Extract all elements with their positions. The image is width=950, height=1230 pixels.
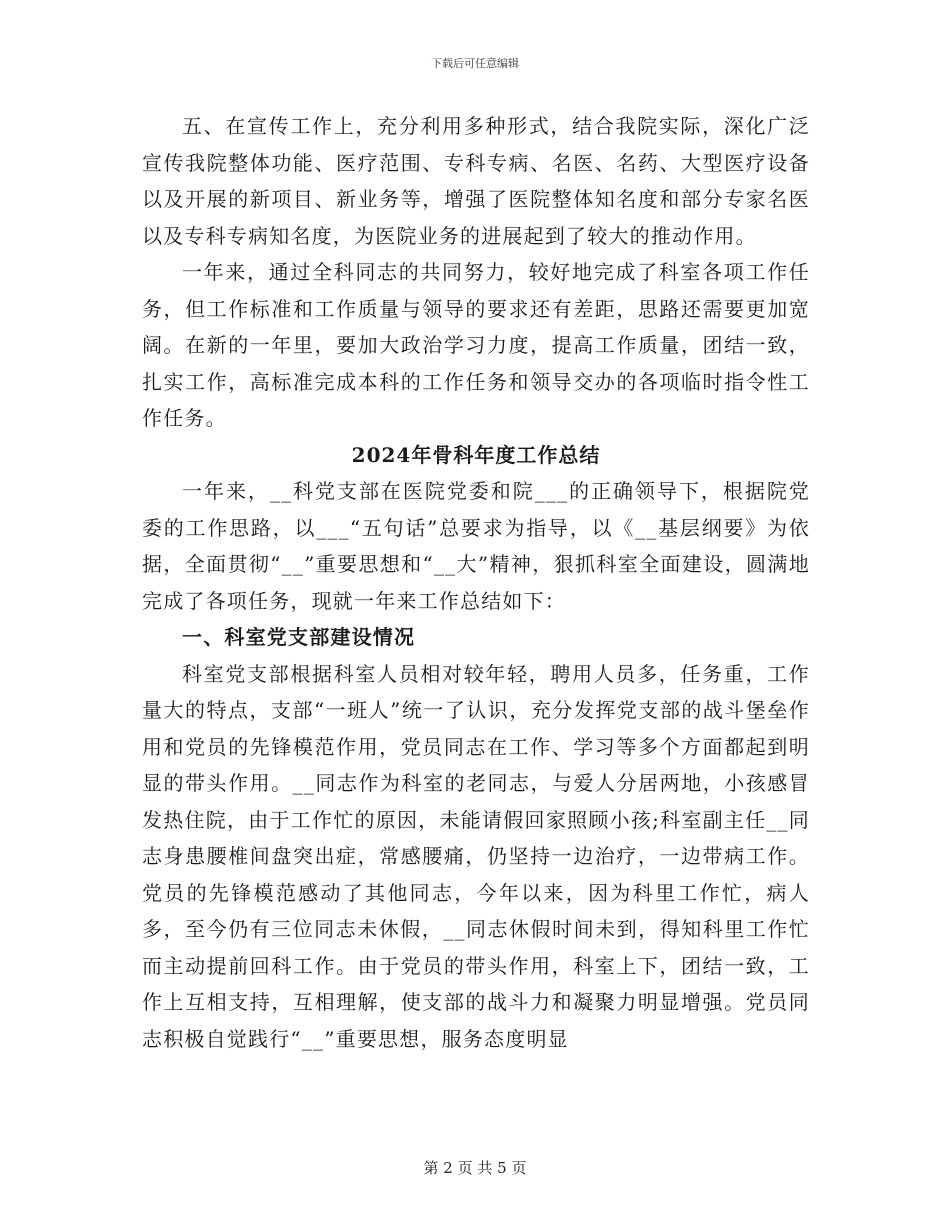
section-heading-party-branch: 一、科室党支部建设情况 <box>182 625 416 649</box>
paragraph-intro: 一年来，__科党支部在医院党委和院___的正确领导下，根据院党委的工作思路，以___“五句话”总要求为指导，以《__基层纲要》为依据，全面贯彻“__”重要思想和“__大”精神，狠抓科室全面建设，圆满地完成了各项任务，现就一年来工作总结如下： <box>142 479 810 613</box>
paragraph-year-summary: 一年来，通过全科同志的共同努力，较好地完成了科室各项工作任务，但工作标准和工作质量与领导的要求还有差距，思路还需要更加宽阔。在新的一年里，要加大政治学习力度，提高工作质量，团结一致，扎实工作，高标准完成本科的工作任务和领导交办的各项临时指令性工作任务。 <box>142 260 810 430</box>
paragraph-party-branch: 科室党支部根据科室人员相对较年轻，聘用人员多，任务重，工作量大的特点，支部“一班人”统一了认识，充分发挥党支部的战斗堡垒作用和党员的先锋模范作用，党员同志在工作、学习等多个方面都起到明显的带头作用。__同志作为科室的老同志，与爱人分居两地，小孩感冒发热住院，由于工作忙的原因，未能请假回家照顾小孩;科室副主任__同志身患腰椎间盘突出症，常感腰痛，仍坚持一边治疗，一边带病工作。党员的先锋模范感动了其他同志，今年以来，因为科里工作忙，病人多，至今仍有三位同志未休假，__同志休假时间未到，得知科里工作忙而主动提前回科工作。由于党员的带头作用，科室上下，团结一致，工作上互相支持，互相理解，使支部的战斗力和凝聚力明显增强。党员同志积极自觉践行“__”重要思想，服务态度明显 <box>142 661 810 1051</box>
document-body <box>142 108 810 1057</box>
document-title: 2024年骨科年度工作总结 <box>351 442 601 467</box>
header-note: 下载后可任意编辑 <box>431 57 519 70</box>
page-number: 第 2 页 共 5 页 <box>423 1159 527 1177</box>
paragraph-publicity: 五、在宣传工作上，充分利用多种形式，结合我院实际，深化广泛宣传我院整体功能、医疗范围、专科专病、名医、名药、大型医疗设备以及开展的新项目、新业务等，增强了医院整体知名度和部分专家名医以及专科专病知名度，为医院业务的进展起到了较大的推动作用。 <box>142 114 810 248</box>
